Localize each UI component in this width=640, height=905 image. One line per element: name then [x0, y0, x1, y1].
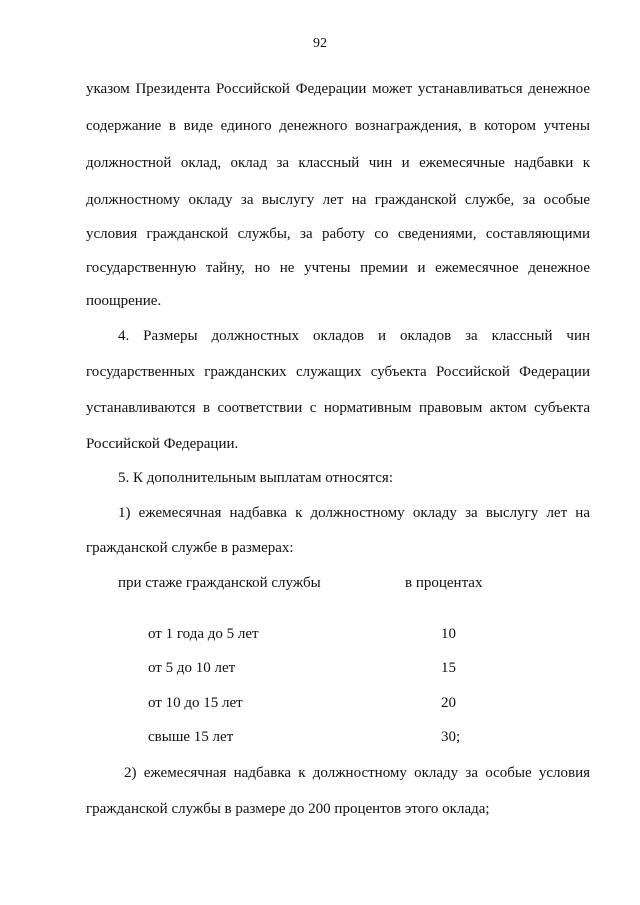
item-1-line: 1) ежемесячная надбавка к должностному окладу за выслугу лет на [118, 505, 590, 521]
table-header-percent: в процентах [405, 575, 483, 591]
item-2-line: гражданской службы в размере до 200 процентов этого оклада; [86, 801, 490, 817]
paragraph-5: 5. К дополнительным выплатам относятся: [118, 470, 394, 486]
item-2-line: 2) ежемесячная надбавка к должностному окладу за особые условия [124, 765, 590, 781]
table-cell-period: свыше 15 лет [148, 729, 234, 745]
table-cell-percent: 30; [441, 729, 461, 745]
paragraph-4-line: 4. Размеры должностных окладов и окладов за классный чин [118, 328, 590, 344]
paragraph-4-line: государственных гражданских служащих субъекта Российской Федерации [86, 364, 590, 380]
paragraph-4-line: устанавливаются в соответствии с нормативным правовым актом субъекта [86, 400, 590, 416]
table-cell-period: от 5 до 10 лет [148, 660, 236, 676]
paragraph-4-line: Российской Федерации. [86, 436, 239, 452]
table-cell-percent: 20 [441, 695, 456, 711]
table-cell-period: от 10 до 15 лет [148, 695, 243, 711]
table-cell-percent: 10 [441, 626, 456, 642]
paragraph-line: должностной оклад, оклад за классный чин и ежемесячные надбавки к [86, 155, 590, 171]
paragraph-line: содержание в виде единого денежного вознаграждения, в котором учтены [86, 118, 590, 134]
page-number: 92 [313, 36, 327, 51]
paragraph-line: указом Президента Российской Федерации может устанавливаться денежное [86, 81, 590, 97]
paragraph-line: государственную тайну, но не учтены премии и ежемесячное денежное [86, 260, 590, 276]
paragraph-line: поощрение. [86, 293, 162, 309]
table-cell-percent: 15 [441, 660, 456, 676]
paragraph-line: условия гражданской службы, за работу со сведениями, составляющими [86, 226, 590, 242]
paragraph-line: должностному окладу за выслугу лет на гражданской службе, за особые [86, 192, 590, 208]
table-cell-period: от 1 года до 5 лет [148, 626, 259, 642]
table-header-period: при стаже гражданской службы [118, 575, 321, 591]
item-1-line: гражданской службе в размерах: [86, 540, 294, 556]
